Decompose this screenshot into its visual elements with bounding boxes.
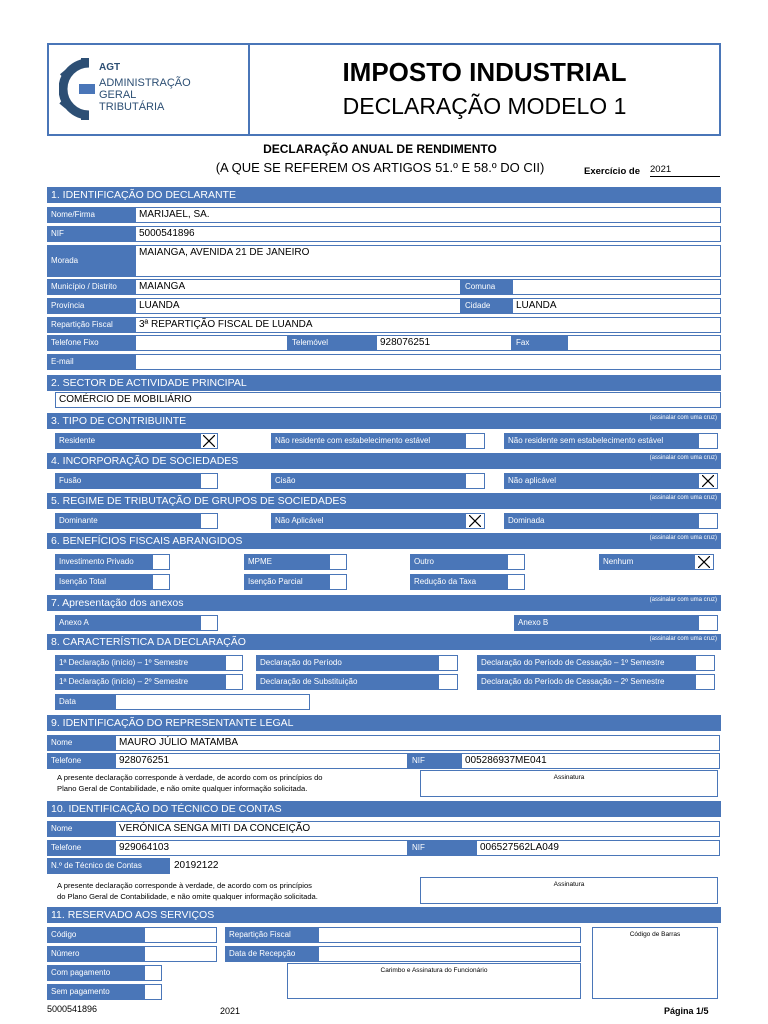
section-4-title: 4. INCORPORAÇÃO DE SOCIEDADES (51, 455, 239, 467)
sector-field[interactable]: COMÉRCIO DE MOBILIÁRIO (55, 392, 721, 408)
data-recepcao-field[interactable] (318, 946, 581, 962)
reducao-taxa-checkbox[interactable] (507, 574, 525, 590)
numero-label: Número (47, 946, 144, 962)
section-6-note: (assinalar com uma cruz) (649, 535, 717, 541)
morada-field[interactable]: MAIANGA, AVENIDA 21 DE JANEIRO (135, 245, 721, 277)
com-pagamento-label: Com pagamento (47, 965, 144, 981)
tec-nif-field[interactable]: 006527562LA049 (476, 840, 720, 856)
dominada-label: Dominada (504, 513, 698, 529)
reparticao-label: Repartição Fiscal (47, 317, 135, 333)
section-10-header: 10. IDENTIFICAÇÃO DO TÉCNICO DE CONTAS (47, 801, 721, 817)
dominante-label: Dominante (55, 513, 200, 529)
section-8-note: (assinalar com uma cruz) (649, 636, 717, 642)
tec-telefone-label: Telefone (47, 840, 115, 856)
exercicio-field[interactable]: 2021 (650, 164, 720, 177)
section-6-header (47, 533, 721, 549)
cessacao-2-checkbox[interactable] (695, 674, 715, 690)
cisao-checkbox[interactable] (465, 473, 485, 489)
cisao-label: Cisão (271, 473, 465, 489)
reparticao-field[interactable]: 3ª REPARTIÇÃO FISCAL DE LUANDA (135, 317, 721, 333)
fusao-checkbox[interactable] (200, 473, 218, 489)
telemovel-label: Telemóvel (288, 335, 376, 351)
nome-firma-field[interactable]: MARIJAEL, SA. (135, 207, 721, 223)
dominante-checkbox[interactable] (200, 513, 218, 529)
provincia-label: Província (47, 298, 135, 314)
section-5-title: 5. REGIME DE TRIBUTAÇÃO DE GRUPOS DE SOCIEDADES (51, 495, 347, 507)
provincia-field[interactable]: LUANDA (135, 298, 461, 314)
primeira-declaracao-1-checkbox[interactable] (225, 655, 243, 671)
investimento-privado-checkbox[interactable] (152, 554, 170, 570)
mpme-label: MPME (244, 554, 329, 570)
logo-line1: ADMINISTRAÇÃO (99, 77, 191, 89)
isencao-parcial-label: Isenção Parcial (244, 574, 329, 590)
outro-checkbox[interactable] (507, 554, 525, 570)
nome-firma-label: Nome/Firma (47, 207, 135, 223)
section-4-header (47, 453, 721, 469)
tec-nif-label: NIF (408, 840, 476, 856)
isencao-total-label: Isenção Total (55, 574, 152, 590)
declaracao-substituicao-checkbox[interactable] (438, 674, 458, 690)
section-7-note: (assinalar com uma cruz) (649, 597, 717, 603)
rep-declaration-line-1: A presente declaração corresponde à verdade, de acordo com os princípios do (57, 773, 323, 782)
sem-pagamento-checkbox[interactable] (144, 984, 162, 1000)
tec-numero-label: N.º de Técnico de Contas (47, 858, 170, 874)
anexo-b-checkbox[interactable] (698, 615, 718, 631)
footer-nif: 5000541896 (47, 1004, 98, 1014)
rep-signature-box[interactable]: Assinatura (420, 770, 718, 797)
section-5-note: (assinalar com uma cruz) (649, 495, 717, 501)
section-5-header (47, 493, 721, 509)
primeira-declaracao-2-checkbox[interactable] (225, 674, 243, 690)
dominada-checkbox[interactable] (698, 513, 718, 529)
isencao-parcial-checkbox[interactable] (329, 574, 347, 590)
footer-year: 2021 (220, 1006, 241, 1016)
telemovel-field[interactable]: 928076251 (376, 335, 512, 351)
municipio-field[interactable]: MAIANGA (135, 279, 461, 295)
nao-residente-sem-checkbox[interactable] (698, 433, 718, 449)
rep-telefone-field[interactable]: 928076251 (115, 753, 408, 769)
tec-numero-field[interactable]: 20192122 (170, 858, 408, 874)
numero-field[interactable] (144, 946, 217, 962)
section-8-title: 8. CARACTERÍSTICA DA DECLARAÇÃO (51, 636, 246, 648)
investimento-privado-label: Investimento Privado (55, 554, 152, 570)
rep-nif-label: NIF (408, 753, 461, 769)
fusao-label: Fusão (55, 473, 200, 489)
header-box (47, 43, 721, 136)
municipio-label: Município / Distrito (47, 279, 135, 295)
codigo-barras-box: Código de Barras (592, 927, 718, 999)
cessacao-1-checkbox[interactable] (695, 655, 715, 671)
carimbo-box[interactable]: Carimbo e Assinatura do Funcionário (287, 963, 581, 999)
cidade-label: Cidade (461, 298, 512, 314)
fax-label: Fax (512, 335, 567, 351)
tec-nome-label: Nome (47, 821, 115, 837)
data-recepcao-label: Data de Recepção (225, 946, 318, 962)
section-3-header (47, 413, 721, 429)
comuna-field[interactable] (512, 279, 721, 295)
rep-declaration-text (57, 772, 417, 794)
outro-label: Outro (410, 554, 507, 570)
section-1-header: 1. IDENTIFICAÇÃO DO DECLARANTE (47, 187, 721, 203)
section-7-title: 7. Apresentação dos anexos (51, 597, 184, 609)
data-field[interactable] (115, 694, 310, 710)
gear-icon (59, 57, 103, 121)
nenhum-label: Nenhum (599, 554, 694, 570)
nao-residente-com-label: Não residente com estabelecimento estável (271, 433, 465, 449)
codigo-label: Código (47, 927, 144, 943)
logo-line2: GERAL (99, 89, 137, 101)
tec-declaration-line-1: A presente declaração corresponde à verdade, de acordo com os princípios (57, 881, 312, 890)
nao-aplicavel-grupo-label: Não Aplicável (271, 513, 465, 529)
section-3-title: 3. TIPO DE CONTRIBUINTE (51, 415, 187, 427)
nif-label: NIF (47, 226, 135, 242)
isencao-total-checkbox[interactable] (152, 574, 170, 590)
telefone-fixo-field[interactable] (135, 335, 288, 351)
residente-label: Residente (55, 433, 200, 449)
tec-telefone-field[interactable]: 929064103 (115, 840, 408, 856)
nao-aplicavel-label: Não aplicável (504, 473, 698, 489)
nao-residente-sem-label: Não residente sem estabelecimento estável (504, 433, 698, 449)
cross-mark-icon (702, 475, 714, 487)
logo-short: AGT (99, 62, 121, 73)
anexo-b-label: Anexo B (514, 615, 698, 631)
comuna-label: Comuna (461, 279, 512, 295)
fax-field[interactable] (567, 335, 721, 351)
section-6-title: 6. BENEFÍCIOS FISCAIS ABRANGIDOS (51, 535, 243, 547)
email-label: E-mail (47, 354, 135, 370)
email-field[interactable] (135, 354, 721, 370)
primeira-declaracao-1-label: 1ª Declaração (início) – 1º Semestre (55, 655, 225, 671)
nao-residente-com-checkbox[interactable] (465, 433, 485, 449)
telefone-fixo-label: Telefone Fixo (47, 335, 135, 351)
intro-subheading: (A QUE SE REFEREM OS ARTIGOS 51.º E 58.º DO CII) (215, 160, 545, 175)
cross-mark-icon (698, 556, 710, 568)
agt-logo (59, 57, 199, 123)
rep-telefone-label: Telefone (47, 753, 115, 769)
section-7-header (47, 595, 721, 611)
section-2-header: 2. SECTOR DE ACTIVIDADE PRINCIPAL (47, 375, 721, 391)
anexo-a-label: Anexo A (55, 615, 200, 631)
residente-checkbox[interactable] (200, 433, 218, 449)
morada-label: Morada (47, 245, 135, 277)
rep-nome-field[interactable]: MAURO JÚLIO MATAMBA (115, 735, 720, 751)
servico-reparticao-label: Repartição Fiscal (225, 927, 318, 943)
tec-nome-field[interactable]: VERÓNICA SENGA MITI DA CONCEIÇÃO (115, 821, 720, 837)
anexo-a-checkbox[interactable] (200, 615, 218, 631)
nenhum-checkbox[interactable] (694, 554, 714, 570)
rep-nif-field[interactable]: 005286937ME041 (461, 753, 720, 769)
cessacao-1-label: Declaração do Período de Cessação – 1º Semestre (477, 655, 695, 671)
page-title: IMPOSTO INDUSTRIAL (342, 57, 627, 87)
nao-aplicavel-grupo-checkbox[interactable] (465, 513, 485, 529)
intro-heading: DECLARAÇÃO ANUAL DE RENDIMENTO (263, 142, 497, 156)
cidade-field[interactable]: LUANDA (512, 298, 721, 314)
nif-field[interactable]: 5000541896 (135, 226, 721, 242)
tec-signature-box[interactable]: Assinatura (420, 877, 718, 904)
logo-line3: TRIBUTÁRIA (99, 101, 165, 113)
declaracao-periodo-label: Declaração do Período (256, 655, 438, 671)
rep-declaration-line-2: Plano Geral de Contabilidade, e não omite qualquer informação solicitada. (57, 784, 308, 793)
section-11-header: 11. RESERVADO AOS SERVIÇOS (47, 907, 721, 923)
page-subtitle: DECLARAÇÃO MODELO 1 (342, 93, 627, 119)
mpme-checkbox[interactable] (329, 554, 347, 570)
section-8-header (47, 634, 721, 650)
com-pagamento-checkbox[interactable] (144, 965, 162, 981)
cessacao-2-label: Declaração do Período de Cessação – 2º Semestre (477, 674, 695, 690)
servico-reparticao-field[interactable] (318, 927, 581, 943)
reducao-taxa-label: Redução da Taxa (410, 574, 507, 590)
data-label: Data (55, 694, 115, 710)
section-3-note: (assinalar com uma cruz) (649, 415, 717, 421)
cross-mark-icon (469, 515, 481, 527)
tec-declaration-line-2: do Plano Geral de Contabilidade, e não omite qualquer informação solicitada. (57, 892, 318, 901)
primeira-declaracao-2-label: 1ª Declaração (início) – 2º Semestre (55, 674, 225, 690)
cross-mark-icon (203, 435, 215, 447)
section-9-header: 9. IDENTIFICAÇÃO DO REPRESENTANTE LEGAL (47, 715, 721, 731)
section-4-note: (assinalar com uma cruz) (649, 455, 717, 461)
sem-pagamento-label: Sem pagamento (47, 984, 144, 1000)
footer-page: Página 1/5 (664, 1006, 709, 1016)
declaracao-substituicao-label: Declaração de Substituição (256, 674, 438, 690)
codigo-field[interactable] (144, 927, 217, 943)
rep-nome-label: Nome (47, 735, 115, 751)
tec-declaration-text (57, 880, 417, 902)
nao-aplicavel-checkbox[interactable] (698, 473, 718, 489)
declaracao-periodo-checkbox[interactable] (438, 655, 458, 671)
exercicio-label: Exercício de (584, 166, 640, 177)
